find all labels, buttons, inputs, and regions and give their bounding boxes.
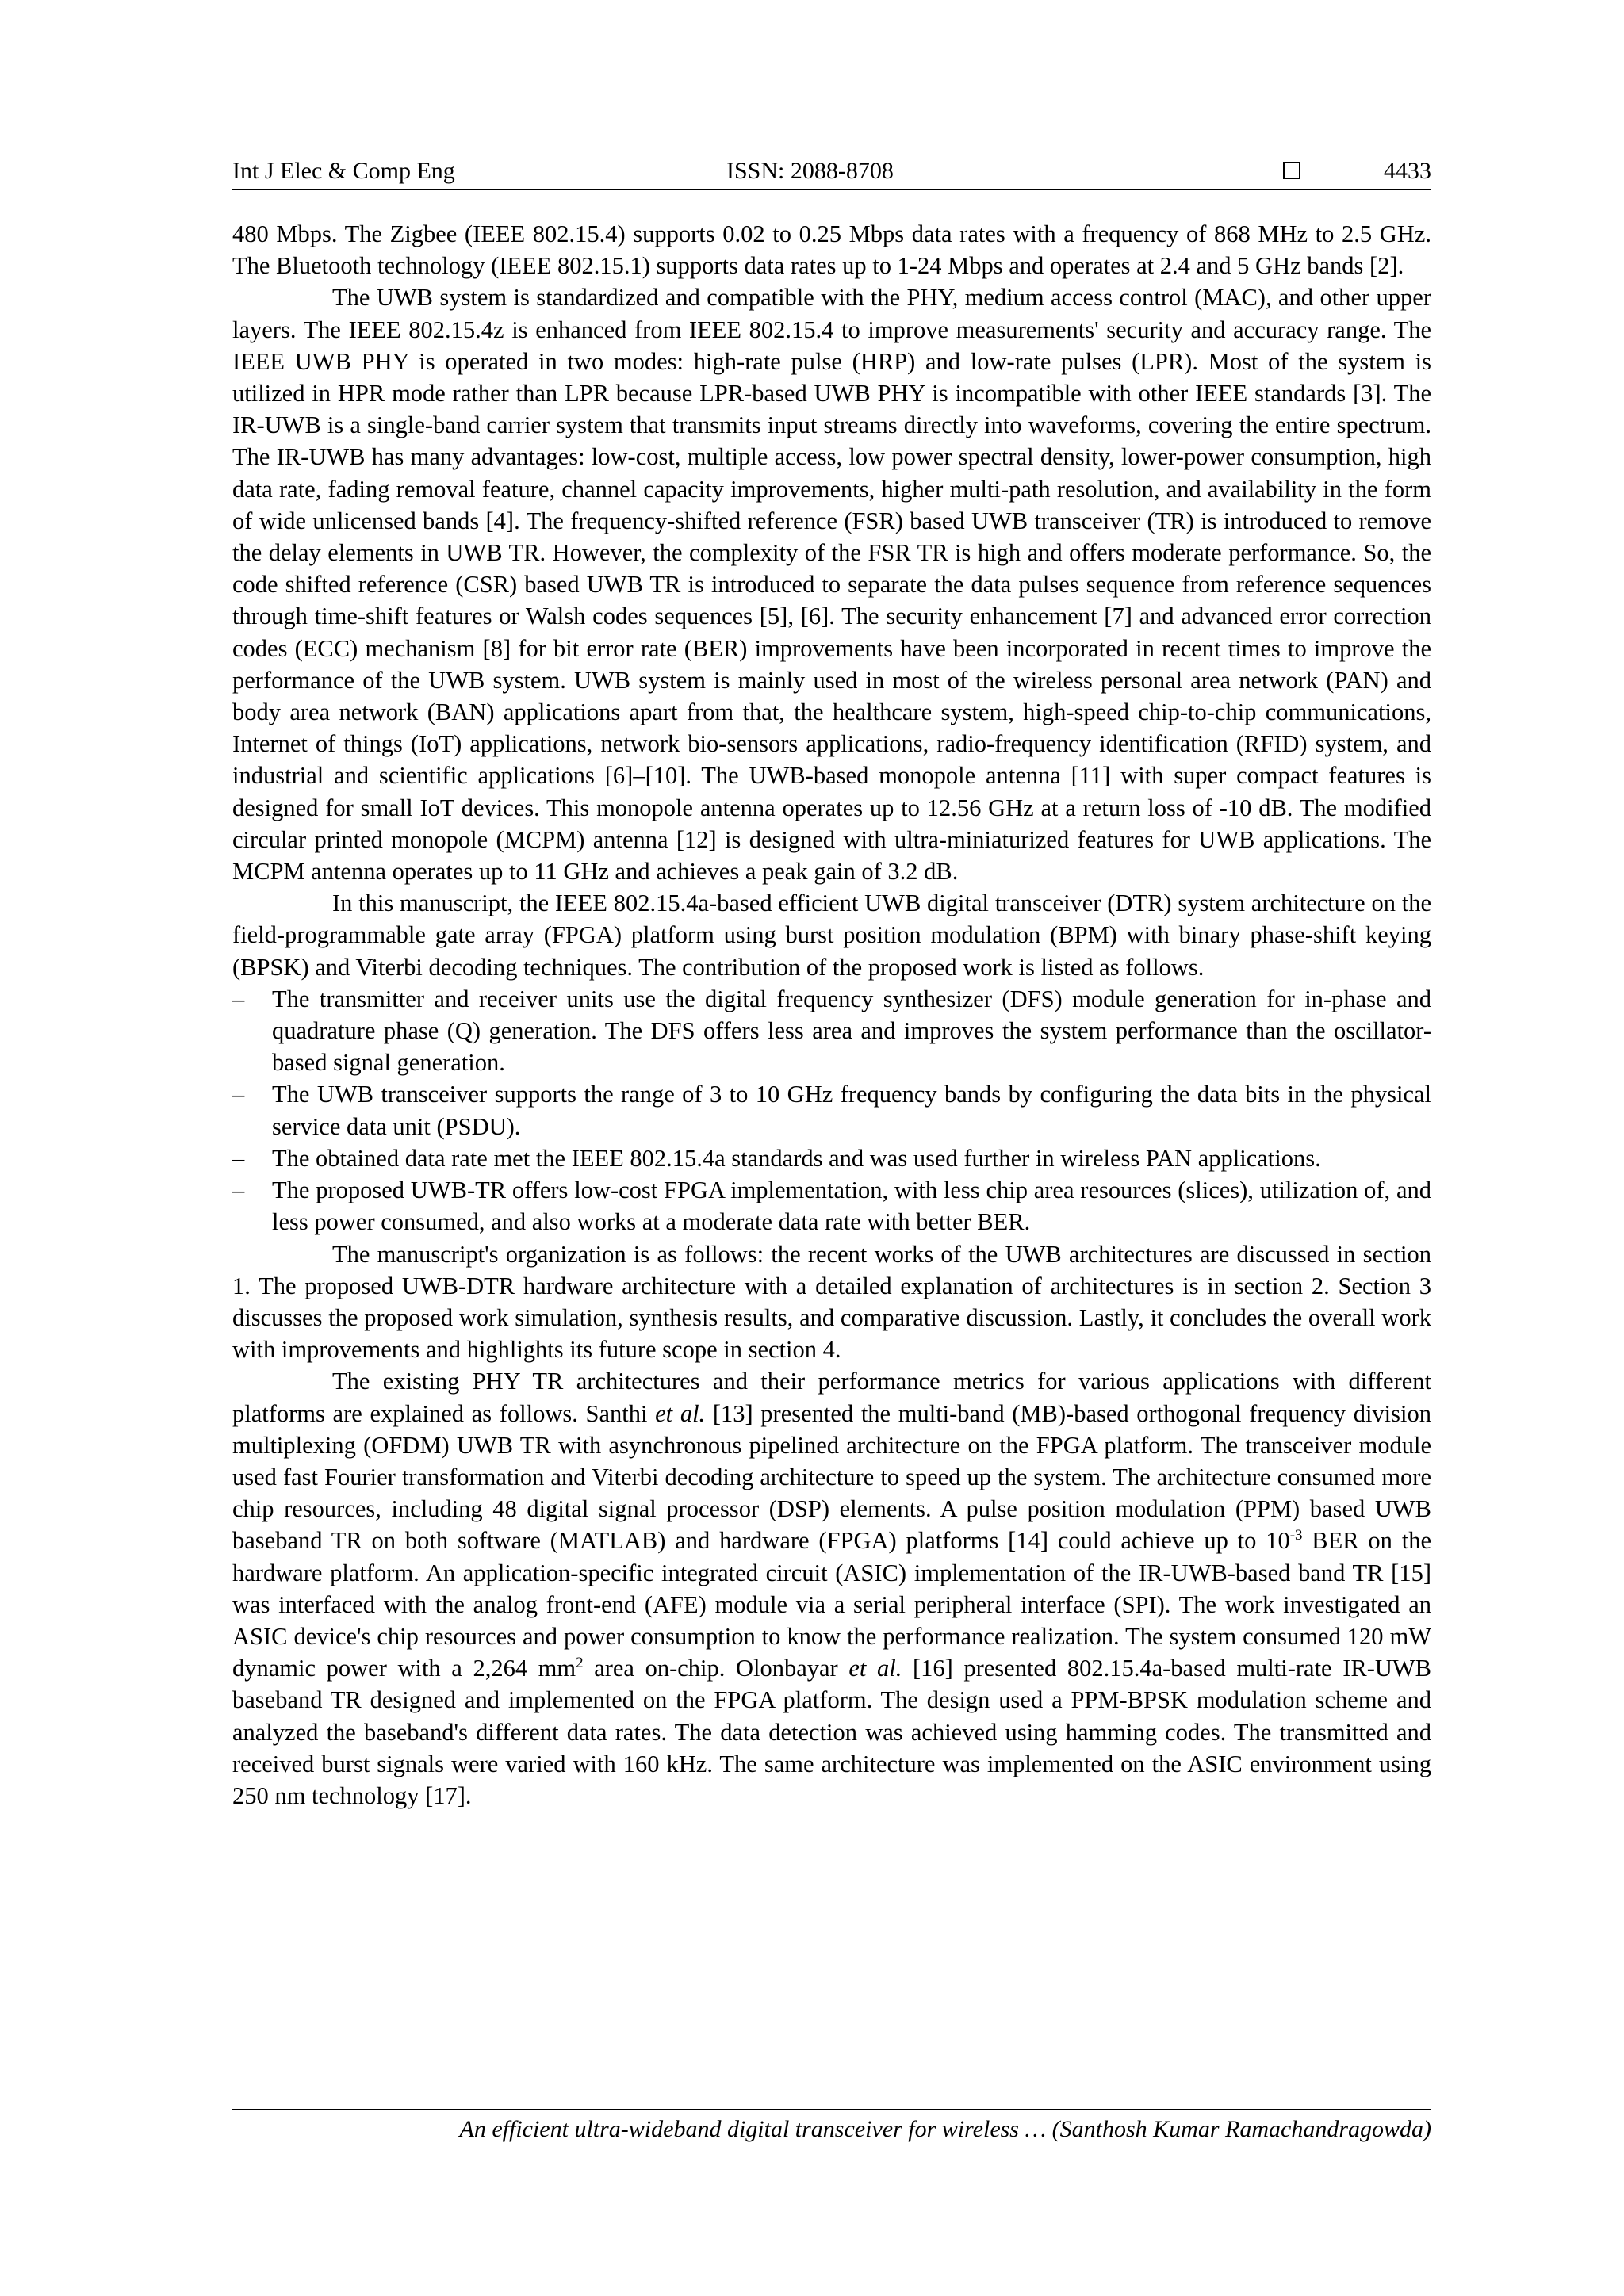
checkbox-square-icon xyxy=(1283,162,1300,179)
paragraph: 480 Mbps. The Zigbee (IEEE 802.15.4) supports 0.02 to 0.25 Mbps data rates with a frequency of 868 MHz to 2.5 GHz. The Bluetooth technology (IEEE 802.15.1) supports data rates up to 1-24 Mbps and operates at 2.4 and 5 GHz bands [2]. xyxy=(232,220,1431,280)
list-item xyxy=(232,1142,1431,1174)
paragraph: The UWB system is standardized and compatible with the PHY, medium access control (MAC), and other upper layers. The IEEE 802.15.4z is enhanced from IEEE 802.15.4 to improve measurements' security and accuracy range. The IEEE UWB PHY is operated in two modes: high-rate pulse (HRP) and low-rate pulses (LPR). Most of the system is utilized in HPR mode rather than LPR because LPR-based UWB PHY is incompatible with other IEEE standards [3]. The IR-UWB is a single-band carrier system that transmits input streams directly into waveforms, covering the entire spectrum. The IR-UWB has many advantages: low-cost, multiple access, low power spectral density, lower-power consumption, high data rate, fading removal feature, channel capacity improvements, higher multi-path resolution, and availability in the form of wide unlicensed bands [4]. The frequency-shifted reference (FSR) based UWB transceiver (TR) is introduced to remove the delay elements in UWB TR. However, the complexity of the FSR TR is high and offers moderate performance. So, the code shifted reference (CSR) based UWB TR is introduced to separate the data pulses sequence from reference sequences through time-shift features or Walsh codes sequences [5], [6]. The security enhancement [7] and advanced error correction codes (ECC) mechanism [8] for bit error rate (BER) improvements have been incorporated in recent times to improve the performance of the UWB system. UWB system is mainly used in most of the wireless personal area network (PAN) and body area network (BAN) applications apart from that, the healthcare system, high-speed chip-to-chip communications, Internet of things (IoT) applications, network bio-sensors applications, radio-frequency identification (RFID) system, and industrial and scientific applications [6]–[10]. The UWB-based monopole antenna [11] with super compact features is designed for small IoT devices. This monopole antenna operates up to 12.56 GHz at a return loss of -10 dB. The modified circular printed monopole (MCPM) antenna [12] is designed with ultra-miniaturized features for UWB applications. The MCPM antenna operates up to 11 GHz and achieves a peak gain of 3.2 dB. xyxy=(232,284,1431,886)
body-text xyxy=(232,218,1431,1812)
page-number: 4433 xyxy=(1384,158,1431,184)
running-footer: An efficient ultra-wideband digital transceiver for wireless … (Santhosh Kumar Ramachandragowda) xyxy=(459,2116,1431,2142)
list-item-text: The UWB transceiver supports the range of 3 to 10 GHz frequency bands by configuring the data bits in the physical service data unit (PSDU). xyxy=(272,1081,1431,1140)
bullet-dash: – xyxy=(232,1177,245,1204)
bullet-dash: – xyxy=(232,1144,245,1172)
text-run: BER on the hardware platform. An application-specific integrated circuit (ASIC) implementation of the IR-UWB-based band TR [15] was interfaced with the analog front-end (AFE) module via a serial peripheral interface (SPI). The work investigated an ASIC device's chip resources and power consumption to know the performance realization. The system consumed 120 mW dynamic power with a 2,264 mm xyxy=(232,1527,1431,1682)
list-item-text: The transmitter and receiver units use the digital frequency synthesizer (DFS) module generation for in-phase and quadrature phase (Q) generation. The DFS offers less area and improves the system performance than the oscillator-based signal generation. xyxy=(272,985,1431,1077)
bullet-dash: – xyxy=(232,1081,245,1108)
page-header xyxy=(232,155,1431,190)
paragraph: In this manuscript, the IEEE 802.15.4a-based efficient UWB digital transceiver (DTR) system architecture on the field-programmable gate array (FPGA) platform using burst position modulation (BPM) with binary phase-shift keying (BPSK) and Viterbi decoding techniques. The contribution of the proposed work is listed as follows. xyxy=(232,890,1431,981)
list-item-text: The proposed UWB-TR offers low-cost FPGA implementation, with less chip area resources (slices), utilization of, and less power consumed, and also works at a moderate data rate with better BER. xyxy=(272,1177,1431,1236)
bullet-dash: – xyxy=(232,985,245,1012)
journal-name: Int J Elec & Comp Eng xyxy=(232,158,455,184)
superscript: -3 xyxy=(1289,1527,1303,1544)
text-run: [16] presented 802.15.4a-based multi-rate IR-UWB baseband TR designed and implemented on the FPGA platform. The design used a PPM-BPSK modulation scheme and analyzed the baseband's different data rates. The data detection was achieved using hamming codes. The transmitted and received burst signals were varied with 160 kHz. The same architecture was implemented on the ASIC environment using 250 nm technology [17]. xyxy=(232,1655,1432,1809)
paragraph xyxy=(232,1365,1431,1812)
text-run: The existing PHY TR architectures and their performance metrics for various applications with different platforms are explained as follows. Santhi xyxy=(232,1368,1431,1427)
list-item-text: The obtained data rate met the IEEE 802.15.4a standards and was used further in wireless PAN applications. xyxy=(272,1144,1321,1172)
issn: ISSN: 2088-8708 xyxy=(726,158,894,184)
list-item xyxy=(232,1078,1431,1142)
citation-etal: et al. xyxy=(655,1399,706,1427)
superscript: 2 xyxy=(576,1654,584,1671)
contribution-list xyxy=(232,983,1431,1238)
footer-rule xyxy=(232,2109,1431,2110)
citation-etal: et al. xyxy=(848,1655,902,1682)
header-rule xyxy=(232,189,1431,190)
text-run: area on-chip. Olonbayar xyxy=(583,1655,849,1682)
list-item xyxy=(232,983,1431,1079)
text-run: [13] presented the multi-band (MB)-based orthogonal frequency division multiplexing (OFDM) UWB TR with asynchronous pipelined architecture on the FPGA platform. The transceiver module used fast Fourier transformation and Viterbi decoding architecture to speed up the system. The architecture consumed more chip resources, including 48 digital signal processor (DSP) elements. A pulse position modulation (PPM) based UWB baseband TR on both software (MATLAB) and hardware (FPGA) platforms [14] could achieve up to 10 xyxy=(232,1399,1431,1555)
list-item xyxy=(232,1174,1431,1238)
paragraph: The manuscript's organization is as follows: the recent works of the UWB architectures are discussed in section 1. The proposed UWB-DTR hardware architecture with a detailed explanation of architectures is in section 2. Section 3 discusses the proposed work simulation, synthesis results, and comparative discussion. Lastly, it concludes the overall work with improvements and highlights its future scope in section 4. xyxy=(232,1240,1431,1364)
